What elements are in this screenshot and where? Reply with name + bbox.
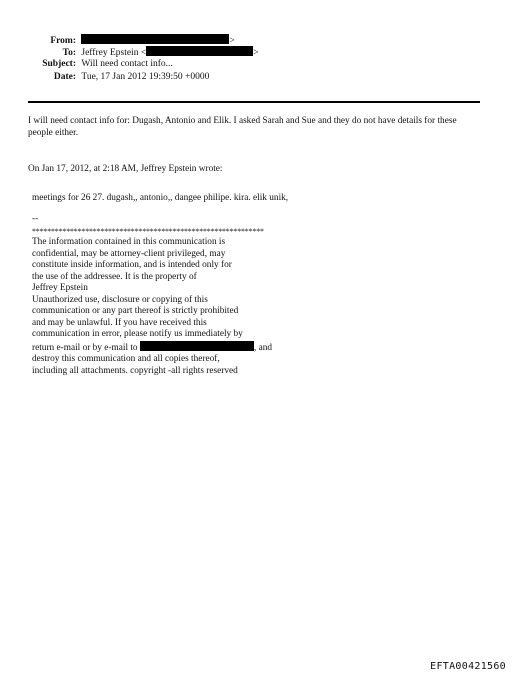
- subject-label: Subject:: [42, 59, 76, 69]
- disclaimer-email-suffix: , and: [253, 342, 272, 353]
- disclaimer-line: communication or any part thereof is strictly prohibited: [32, 306, 239, 316]
- subject-row: [0, 58, 173, 70]
- from-suffix: >: [229, 36, 235, 46]
- disclaimer-email-line: [32, 341, 362, 355]
- disclaimer-line: and may be unlawful. If you have received this: [32, 317, 207, 328]
- disclaimer-line: the use of the addressee. It is the property of: [32, 271, 197, 282]
- redacted-recipient-email: [146, 46, 253, 56]
- disclaimer-line: Jeffrey Epstein: [32, 283, 88, 293]
- from-label: From:: [50, 36, 76, 46]
- disclaimer-line: constitute inside information, and is intended only for: [32, 260, 232, 270]
- document-id: EFTA00421560: [430, 661, 506, 672]
- disclaimer-line: confidential, may be attorney-client privileged, may: [32, 248, 226, 259]
- redacted-sender: [81, 34, 229, 44]
- date-label: Date:: [53, 72, 76, 82]
- quoted-message: meetings for 26 27. dugash,, antonio,, dangee philipe. kira. elik unik,: [32, 193, 289, 203]
- disclaimer-line: including all attachments. copyright -all rights reserved: [32, 365, 238, 376]
- to-value: Jeffrey Epstein <: [81, 48, 147, 58]
- subject-value: Will need contact info...: [81, 59, 173, 69]
- date-value: Tue, 17 Jan 2012 19:39:50 +0000: [81, 72, 210, 82]
- reply-intro: On Jan 17, 2012, at 2:18 AM, Jeffrey Epstein wrote:: [28, 164, 223, 174]
- disclaimer-email-prefix: return e-mail or by e-mail to: [32, 342, 138, 353]
- quoted-signature: [32, 214, 362, 377]
- to-suffix: >: [253, 48, 259, 58]
- disclaimer-line: Unauthorized use, disclosure or copying of this: [32, 294, 208, 305]
- header-divider: [28, 101, 480, 103]
- message-body: I will need contact info for: Dugash, Antonio and Elik. I asked Sarah and Sue and they do not have details for these people either.: [28, 116, 457, 138]
- disclaimer-line: destroy this communication and all copies thereof,: [32, 354, 220, 364]
- date-row: [0, 71, 209, 83]
- signature-stars: *************************************************************: [32, 226, 264, 236]
- signature-dash: --: [32, 214, 39, 224]
- disclaimer-line: The information contained in this communication is: [32, 237, 226, 247]
- redacted-email: [140, 341, 254, 351]
- disclaimer-line: communication in error, please notify us immediately by: [32, 329, 243, 339]
- to-label: To:: [62, 48, 76, 58]
